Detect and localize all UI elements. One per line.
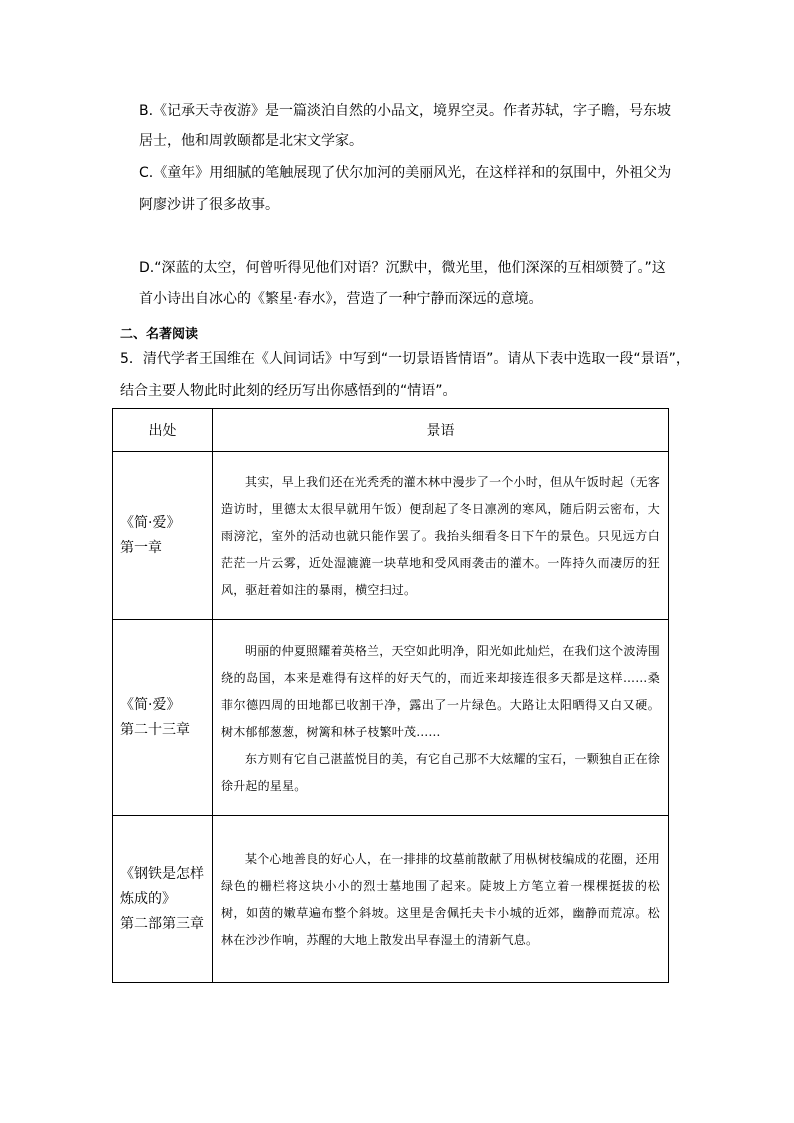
option-d-line-1: D.“深蓝的太空，何曾听得见他们对语？沉默中，微光里，他们深深的互相颂赞了。”这 [139, 260, 666, 276]
table-row [113, 620, 669, 816]
source-chapter: 第一章 [120, 539, 162, 556]
source-title: 《简·爱》 [120, 514, 181, 531]
source-chapter: 第二十三章 [120, 721, 190, 738]
option-b-line-1: B.《记承天寺夜游》是一篇淡泊自然的小品文，境界空灵。作者苏轼，字子瞻，号东坡 [139, 103, 672, 119]
option-b-line-2: 居士，他和周敦颐都是北宋文学家。 [139, 133, 363, 149]
source-chapter: 第二部第三章 [120, 915, 204, 932]
section-title: 二、名著阅读 [120, 327, 199, 342]
scenery-paragraph: 东方则有它自己湛蓝悦目的美，有它自己那不大炫耀的宝石，一颗独自正在徐徐升起的星星。 [221, 751, 660, 793]
table-header-row [113, 409, 669, 452]
source-title: 《钢铁是怎样 [120, 865, 204, 882]
question-5-line-1: 5．清代学者王国维在《人间词话》中写到“一切景语皆情语”。请从下表中选取一段“景语”， [120, 351, 690, 367]
scenery-paragraph: 明丽的仲夏照耀着英格兰，天空如此明净，阳光如此灿烂，在我们这个波涛围绕的岛国，本来是难得有这样的好天气的，而近来却接连很多天都是这样……桑菲尔德四周的田地都已收割干净，露出了一片绿色。大路让太阳晒得又白又硬。树木郁郁葱葱，树篱和林子枝繁叶茂…… [221, 643, 660, 739]
scenery-paragraph: 某个心地善良的好心人，在一排排的坟墓前散献了用枞树枝编成的花圈，还用绿色的栅栏将这块小小的烈士墓地围了起来。陡坡上方笔立着一棵棵挺拔的松树，如茵的嫩草遍布整个斜坡。这里是舍佩托夫卡小城的近郊，幽静而荒凉。松林在沙沙作响，苏醒的大地上散发出早春湿土的清新气息。 [221, 852, 660, 947]
source-cell [113, 816, 213, 983]
question-5-line-2: 结合主要人物此时此刻的经历写出你感悟到的“情语”。 [120, 383, 457, 399]
source-cell [113, 452, 213, 620]
table-row [113, 452, 669, 620]
scenery-paragraph: 其实，早上我们还在光秃秃的灌木林中漫步了一个小时，但从午饭时起（无客造访时，里德太太很早就用午饭）便刮起了冬日凛冽的寒风，随后阴云密布，大雨滂沱，室外的活动也就只能作罢了。我抬头细看冬日下午的景色。只见远方白茫茫一片云雾，近处湿漉漉一块草地和受风雨袭击的灌木。一阵持久而凄厉的狂风，驱赶着如注的暴雨，横空扫过。 [221, 475, 660, 597]
option-d-line-2: 首小诗出自冰心的《繁星·春水》，营造了一种宁静而深远的意境。 [139, 291, 543, 307]
scenery-source-table [112, 408, 669, 983]
scenery-text-cell [213, 816, 669, 983]
option-c-line-1: C.《童年》用细腻的笔触展现了伏尔加河的美丽风光，在这样祥和的氛围中，外祖父为 [139, 165, 672, 181]
source-title-cont: 炼成的》 [120, 890, 176, 907]
scenery-text-cell [213, 452, 669, 620]
header-scenery-text: 景语 [213, 409, 669, 452]
source-cell [113, 620, 213, 816]
table-row [113, 816, 669, 983]
scenery-text-cell [213, 620, 669, 816]
header-source: 出处 [113, 409, 213, 452]
option-c-line-2: 阿廖沙讲了很多故事。 [139, 197, 279, 213]
source-title: 《简·爱》 [120, 696, 181, 713]
